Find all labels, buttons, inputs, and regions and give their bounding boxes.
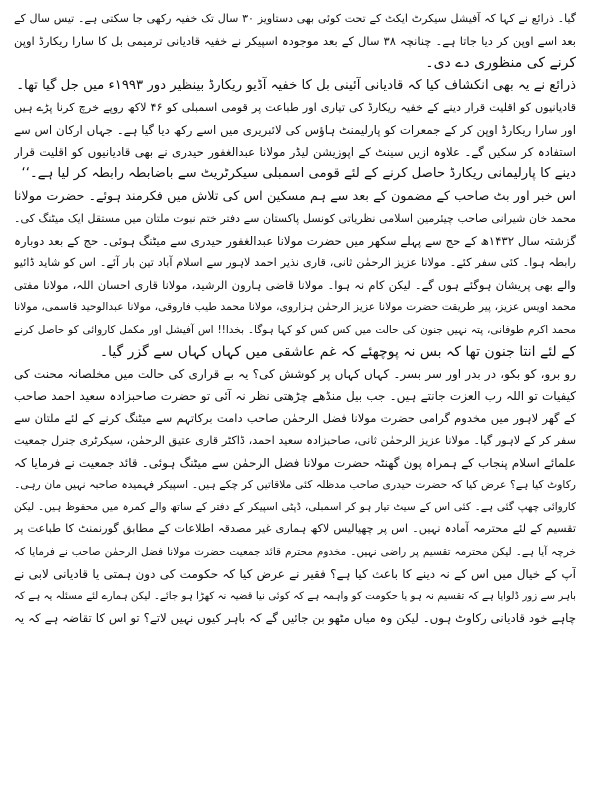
text-line: کاروائی چھپ گئی ہے۔ کئی اس کے سیٹ تیار ہو کر اسمبلی، ڈپٹی اسپیکر کے دفتر کے ساتھ والے کمرہ میں محفوظ ہیں۔ لیکن [14,501,576,514]
text-line: رکاوٹ کیا ہے؟ عرض کیا کہ حضرت حیدری صاحب مدظلہ کئی ملاقاتیں کر چکے ہیں۔ اسپیکر فہمیدہ صاحبہ نہیں مان رہی۔ [14,477,576,491]
text-line: سفر کر کے لاہور گیا۔ مولانا عزیز الرحمٰن ثانی، صاحبزادہ سعید احمد، ڈاکٹر قاری عتیق الرحمٰن، سیکرٹری جنرل جمعیت [14,433,576,447]
text-line: قادیانیوں کو اقلیت قرار دینے کے خفیہ ریکارڈ کی تیاری اور طباعت پر قومی اسمبلی کو ۴۶ لاکھ روپے خرچ کرنا پڑے ہیں [14,100,576,114]
text-line: ذرائع نے یہ بھی انکشاف کیا کہ قادیانی آئینی بل کا خفیہ آڈیو ریکارڈ بینظیر دور ۱۹۹۳ء میں جل گیا تھا۔ [16,77,576,93]
text-line: محمد اویس عزیز، پیر طریقت حضرت مولانا عزیز الرحمٰن ہزاروی، مولانا محمد طیب فاروقی، مولانا عبدالوحید قاسمی، مولانا [14,300,576,314]
text-line: چاہے خود قادیانی رکاوٹ ہوں۔ لیکن وہ میاں مٹھو بن جائیں گے کہ باہر کیوں نہیں لاتے؟ تو اس کا تقاضہ ہے کہ یہ [14,611,576,626]
text-line: اور سارا ریکارڈ اوپن کر کے جمعرات کو پارلیمنٹ ہاؤس کی لائبریری میں اسے رکھ دیا گیا ہے۔ جہاں ارکان اس سے [14,122,576,137]
text-line: آپ کے خیال میں اس کے نہ دینے کا باعث کیا ہے؟ فقیر نے عرض کیا کہ حکومت کی دون ہمتی یا قادیانی لابی نے [14,566,576,581]
text-line: گزشتہ سال ۱۴۳۲ھ کے حج سے پہلے سکھر میں حضرت مولانا عبدالغفور حیدری سے میٹنگ ہوئی۔ حج کے بعد دوبارہ [14,233,576,248]
text-line: دینے کا پارلیمانی ریکارڈ حاصل کرنے کے لئے قومی اسمبلی سیکرٹریٹ سے باضابطہ رابطہ کر لیا ہے۔‘‘ [21,166,576,182]
text-line: بعد اسے اوپن کر دیا جاتا ہے۔ چنانچہ ۳۸ سال کے بعد موجودہ اسپیکر نے خفیہ قادیانی ترمیمی بل کا سارا ریکارڈ اوپن [14,34,576,49]
text-line: خرچہ آیا ہے۔ لیکن محترمہ تقسیم پر راضی نہیں۔ مخدوم محترم قائد جمعیت حضرت مولانا فضل الرحمٰن صاحب نے فرمایا کہ [14,545,576,558]
text-line: رو برو، کو بکو، در بدر اور سر بسر۔ کہاں کہاں پر کوشش کی؟ یہ بے قراری کی حالت میں مخلصانہ محنت کی [14,367,576,381]
text-line: محمد خان شیرانی صاحب چیئرمین اسلامی نظریاتی کونسل پاکستان سے دفتر ختم نبوت ملتان میں مستقل ایک میٹنگ کی۔ [14,211,576,225]
text-line: محمد اکرم طوفانی، پتہ نہیں جنون کی حالت میں کس کس کو کہا ہوگا۔ بخدا!! اس آفیشل اور مکمل کاروائی کو حاصل کرنے [14,323,576,336]
text-line: کیفیات تو اللہ رب العزت جانتے ہیں۔ جب بیل منڈھے چڑھتی نظر نہ آئی تو حضرت صاحبزادہ سعید احمد صاحب [14,389,576,404]
text-line: گیا۔ ذرائع نے کہا کہ آفیشل سیکرٹ ایکٹ کے تحت کوئی بھی دستاویز ۳۰ سال تک خفیہ رکھی جا سکتی ہے۔ تیس سال کے [14,12,576,25]
text-line: کے گھر لاہور میں مخدوم گرامی حضرت مولانا فضل الرحمٰن صاحب دامت برکاتہم سے میٹنگ کرنے کے لئے ملتان سے [14,411,576,426]
text-line: تقسیم کے لئے محترمہ آمادہ نہیں۔ اس پر چھیالیس لاکھ ہماری غیر مصدقہ اطلاعات کے مطابق گورنمنٹ کا طباعت پر [14,522,576,536]
text-line: باہر سے زور ڈلوایا ہے کہ تقسیم نہ ہو یا حکومت کو واہمہ ہے کہ کوئی نیا قضیہ نہ کھڑا ہو جائے۔ لیکن ہمارے لئے مسئلہ یہ ہے کہ [14,589,576,602]
text-line: رابطہ ہوا۔ کئی سفر کئے۔ مولانا عزیز الرحمٰن ثانی، قاری نذیر احمد لاہور سے اسلام آباد تین بار آئے۔ اس کو شاید ڈائیو [14,256,576,270]
text-line: کے لئے انتا جنون تھا کہ بس نہ پوچھئے کہ غم عاشقی میں کہاں کہاں سے گزر گیا۔ [99,343,576,360]
text-line: والے بھی پریشان ہوگئے ہوں گے۔ لیکن کام نہ ہوا۔ مولانا قاضی ہارون الرشید، مولانا قاری احسان اللہ، مولانا مفتی [14,278,576,293]
text-line: علمائے اسلام پنجاب کے ہمراہ پون گھنٹہ حضرت مولانا فضل الرحمٰن سے میٹنگ ہوئی۔ قائد جمعیت نے فرمایا کہ [14,455,576,470]
text-line: استفادہ کر سکیں گے۔ علاوہ ازیں سینٹ کے اپوزیشن لیڈر مولانا عبدالغفور حیدری نے بھی قادیانیوں کو اقلیت قرار [14,145,576,160]
text-line: کرنے کی منظوری دے دی۔ [425,55,576,72]
text-line: اس خبر اور بٹ صاحب کے مضمون کے بعد سے ہم مسکین اس کی تلاش میں فکرمند ہوئے۔ حضرت مولانا [14,188,576,204]
